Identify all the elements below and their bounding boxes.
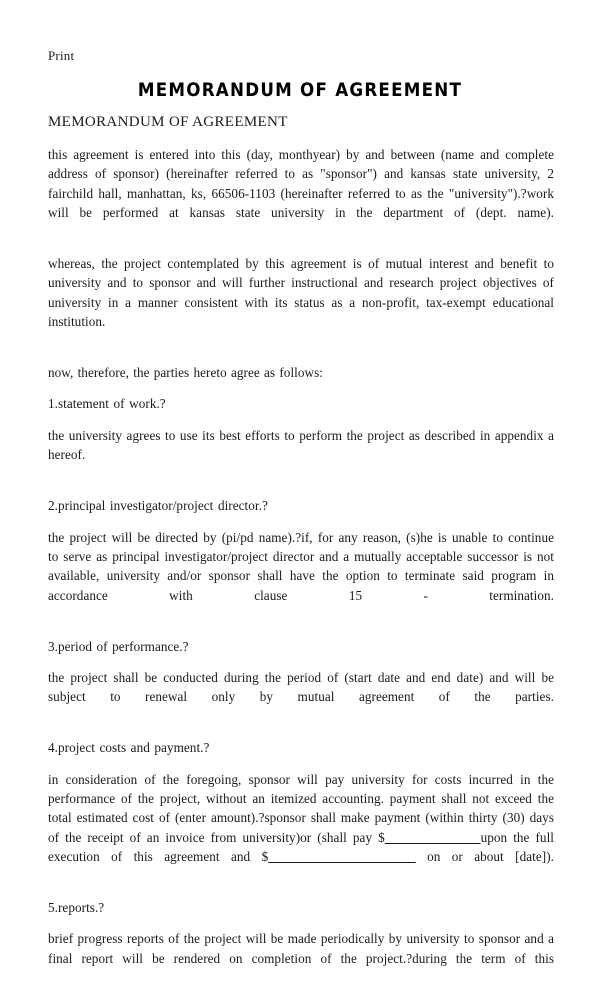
payment-blank-field-1[interactable] xyxy=(385,830,481,845)
clause-body-5: brief progress reports of the project will be made periodically by university to sponsor and a final report will be rendered on completion of the project.?during the term of this xyxy=(48,931,554,966)
paragraph-recital-parties: this agreement is entered into this (day, monthyear) by and between (name and complete address of sponsor) (hereinafter referred to as "sponsor") and kansas state university, 2 fairchild hall, manhattan, ks, 66506-1103 (hereinafter referred to as the "university").?work will be performed at kansas state university in the department of (dept. name). xyxy=(48,147,554,221)
clause-heading-4: 4.project costs and payment.? xyxy=(48,740,210,756)
payment-blank-field-2[interactable] xyxy=(268,849,415,864)
paragraph-recital-whereas: whereas, the project contemplated by this agreement is of mutual interest and benefit to university and to sponsor and will further instructional and research project objectives of university in a manner consistent with its status as a non-profit, tax-exempt educational institution. xyxy=(48,256,554,330)
clause-heading-1: 1.statement of work.? xyxy=(48,396,166,412)
clause-heading-5: 5.reports.? xyxy=(48,900,105,915)
clause-body-2: the project will be directed by (pi/pd name).?if, for any reason, (s)he is unable to continue to serve as principal investigator/project director and a mutually acceptable successor is not available, university and/or sponsor shall have the option to terminate said program in accordance with clause 15 - termination. xyxy=(48,529,554,603)
document-title: MEMORANDUM OF AGREEMENT xyxy=(137,79,463,101)
clause-heading-2: 2.principal investigator/project director.? xyxy=(48,498,268,514)
clause-heading-3: 3.period of performance.? xyxy=(48,638,189,654)
paragraph-now-therefore: now, therefore, the parties hereto agree as follows: xyxy=(48,365,323,381)
clause-4-text-part-2: upon the full execution of this agreement and $ xyxy=(48,829,555,865)
document-subheading: MEMORANDUM OF AGREEMENT xyxy=(48,114,288,130)
clause-body-1: the university agrees to use its best efforts to perform the project as described in appendix a hereof. xyxy=(48,427,554,463)
clause-body-3: the project shall be conducted during the period of (start date and end date) and will be subject to renewal only by mutual agreement of the parties. xyxy=(48,669,554,705)
print-link[interactable]: Print xyxy=(48,48,75,63)
clause-4-text-part-3: on or about [date]). xyxy=(415,849,554,865)
document-body xyxy=(48,113,554,988)
clause-4-text-part-1: in consideration of the foregoing, sponsor will pay university for costs incurred in the performance of the project, without an itemized accounting. payment shall not exceed the total estimated cost of (enter amount).?sponsor shall make payment (within thirty (30) days of the receipt of an invoice from university)or (shall pay $ xyxy=(48,771,554,845)
